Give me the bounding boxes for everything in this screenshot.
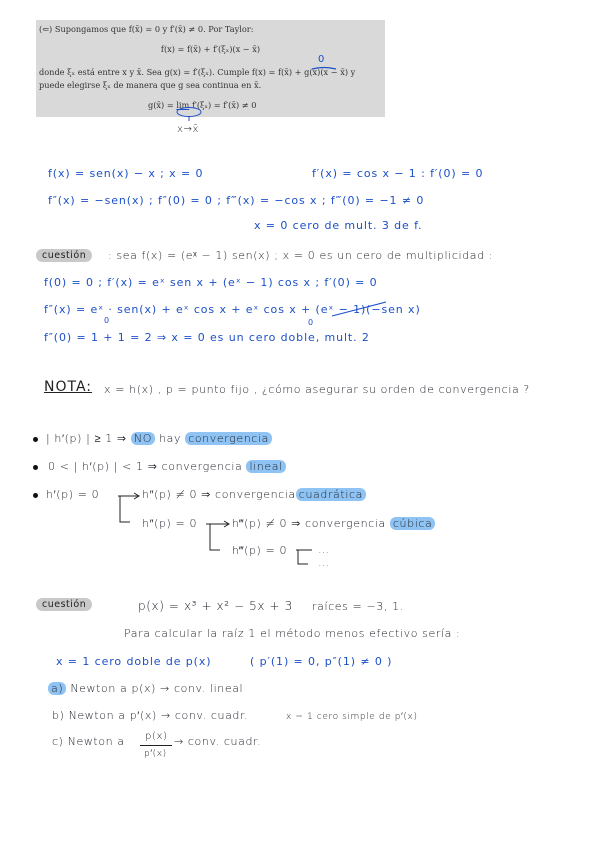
cuestion-badge-1: cuestión: [36, 249, 92, 262]
nota-bullet-2: [48, 460, 286, 473]
excerpt-eq2-lhs: g(x̄) =: [148, 100, 177, 110]
nota-b3-pre: h′(p) = 0: [46, 488, 100, 501]
cuestion-badge-2: cuestión: [36, 598, 92, 611]
cuestion2-double: x = 1 cero doble de p(x): [56, 655, 212, 668]
nota-b2-highlight-lineal: lineal: [246, 460, 285, 473]
annotation-limit: x→x̄: [177, 124, 200, 135]
nota-b3-e2: …: [318, 556, 330, 569]
excerpt-equation-1: f(x) = f(x̄) + f′(ξₓ)(x − x̄): [160, 44, 261, 54]
cuestion2-roots: raíces = −3, 1.: [312, 600, 404, 613]
cuestion1-line-2: f″(x) = eˣ · sen(x) + eˣ cos x + eˣ cos x + (eˣ − 1)(−sen x): [44, 303, 421, 316]
option-c-tail: → conv. cuadr.: [174, 735, 262, 748]
cuestion1-zero-2: 0: [308, 318, 314, 327]
nota-b1-mid: hay: [159, 432, 182, 445]
cuestion2-question: Para calcular la raíz 1 el método menos efectivo sería :: [124, 627, 461, 640]
nota-b3-c-highlight: cúbica: [390, 517, 435, 530]
option-b: b) Newton a p′(x) → conv. cuadr.: [52, 709, 249, 722]
cuestion1-line-3: f″(0) = 1 + 1 = 2 ⇒ x = 0 es un cero doble, mult. 2: [44, 331, 370, 344]
bullet-1: [33, 437, 38, 442]
annotation-zero: 0: [318, 54, 326, 65]
nota-b1-highlight-no: NO: [131, 432, 155, 445]
option-a-text: Newton a p(x) → conv. lineal: [70, 682, 244, 695]
nota-bullet-1: [46, 432, 272, 445]
nota-b3-c-text: h‴(p) ≠ 0 ⇒ convergencia: [232, 517, 386, 530]
nota-b3-e1: …: [318, 543, 330, 556]
annotation-limit-loop: [176, 106, 206, 122]
tree-branch-1: [116, 490, 142, 530]
excerpt-line-3: puede elegirse ξₓ de manera que g sea continua en x̄.: [39, 80, 262, 90]
option-c: c) Newton a: [52, 735, 125, 748]
tree-branch-3: [294, 546, 316, 572]
example1-line-2: f″(x) = −sen(x) ; f″(0) = 0 ; f‴(x) = −cos x ; f‴(0) = −1 ≠ 0: [48, 194, 425, 207]
option-c-numerator: p(x): [145, 731, 168, 742]
nota-b3-a-highlight: cuadrática: [296, 488, 366, 501]
cuestion2-poly: p(x) = x³ + x² − 5x + 3: [138, 599, 293, 613]
annotation-zero-underline: [310, 66, 340, 72]
cuestion1-statement: : sea f(x) = (eˣ − 1) sen(x) ; x = 0 es un cero de multiplicidad :: [108, 249, 494, 262]
option-a: [48, 682, 243, 695]
cuestion1-line-1: f(0) = 0 ; f′(x) = eˣ sen x + (eˣ − 1) cos x ; f′(0) = 0: [44, 276, 378, 289]
excerpt-eq2-rhs: f′(ξₓ) = f′(x̄) ≠ 0: [191, 100, 257, 110]
nota-b1-pre: | h′(p) | ≥ 1 ⇒: [46, 432, 127, 445]
nota-b3-c: [232, 517, 435, 530]
nota-b1-highlight-convergencia: convergencia: [185, 432, 272, 445]
cuestion1-zero-1: 0: [104, 316, 110, 325]
cuestion1-strike: [330, 298, 390, 320]
option-c-denominator: p′(x): [144, 749, 167, 759]
excerpt-line-2: donde ξₓ está entre x y x̄. Sea g(x) = f′(ξₓ). Cumple f(x) = f(x̄) + g(x)(x − x̄) y: [39, 67, 356, 77]
example1-line-3: x = 0 cero de mult. 3 de f.: [254, 219, 423, 232]
nota-b3-d: h‴(p) = 0: [232, 544, 288, 557]
nota-b3-a: [142, 488, 366, 501]
bullet-2: [33, 465, 38, 470]
example1-line-1b: f′(x) = cos x − 1 : f′(0) = 0: [312, 167, 484, 180]
option-b-note: x = 1 cero simple de p′(x): [286, 712, 418, 722]
excerpt-eq2-lim: lim: [176, 100, 190, 110]
nota-text: x = h(x) , p = punto fijo , ¿cómo asegurar su orden de convergencia ?: [104, 383, 530, 396]
nota-b3-b: h″(p) = 0: [142, 517, 198, 530]
excerpt-line-1: (⇐) Supongamos que f(x̄) = 0 y f′(x̄) ≠ 0. Por Taylor:: [39, 24, 254, 34]
fraction-bar: [140, 745, 172, 746]
nota-label: NOTA:: [44, 379, 93, 395]
example1-line-1a: f(x) = sen(x) − x ; x = 0: [48, 167, 204, 180]
nota-b2-pre: 0 < | h′(p) | < 1 ⇒ convergencia: [48, 460, 243, 473]
cuestion2-double-reason: ( p′(1) = 0, p″(1) ≠ 0 ): [250, 655, 393, 668]
tree-branch-2: [204, 518, 232, 558]
bullet-3: [33, 493, 38, 498]
option-a-label: a): [48, 682, 66, 695]
nota-b3-a-text: h″(p) ≠ 0 ⇒ convergencia: [142, 488, 296, 501]
